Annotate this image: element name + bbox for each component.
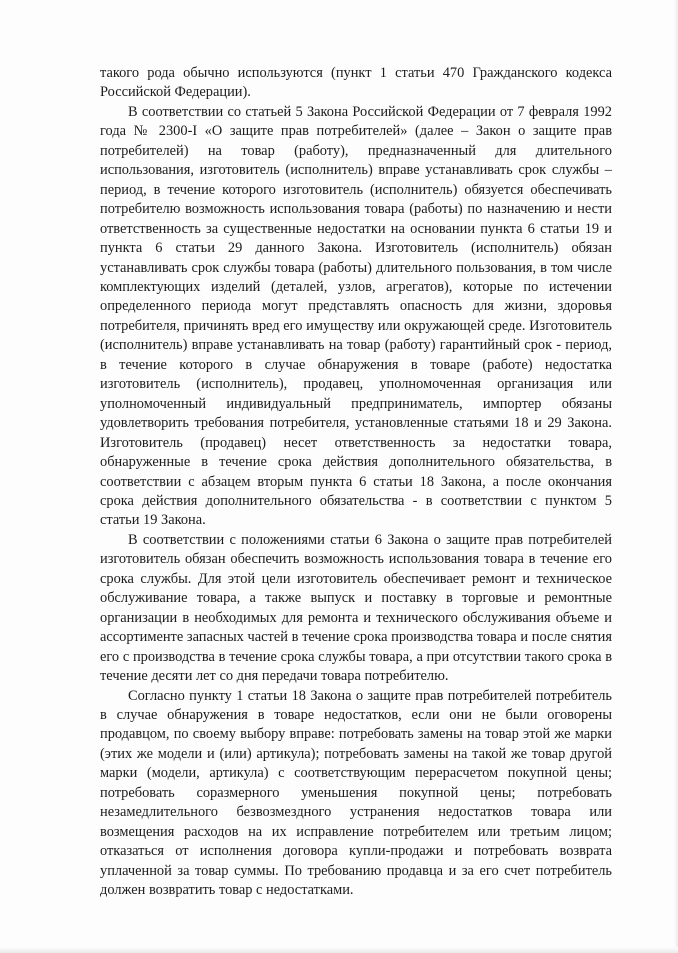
body-text	[100, 64, 612, 900]
paragraph-article-18: Согласно пункту 1 статьи 18 Закона о защите прав потребителей потребитель в случае обнаружения в товаре недостатков, если они не были оговорены продавцом, по своему выбору вправе: потребовать замены на товар этой же марки (этих же модели и (или) артикула); потребовать замены на такой же товар другой марки (модели, артикула) с соответствующим перерасчетом покупной цены; потребовать соразмерного уменьшения покупной цены; потребовать незамедлительного безвозмездного устранения недостатков товара или возмещения расходов на их исправление потребителем или третьим лицом; отказаться от исполнения договора купли-продажи и потребовать возврата уплаченной за товар суммы. По требованию продавца и за его счет потребитель должен возвратить товар с недостатками.	[100, 687, 612, 899]
paragraph-article-5: В соответствии со статьей 5 Закона Российской Федерации от 7 февраля 1992 года № 2300-I «О защите прав потребителей» (далее – Закон о защите прав потребителей) на товар (работу), предназначенный для длительного использования, изготовитель (исполнитель) вправе устанавливать срок службы – период, в течение которого изготовитель (исполнитель) обязуется обеспечивать потребителю возможность использования товара (работы) по назначению и нести ответственность за существенные недостатки на основании пункта 6 статьи 19 и пункта 6 статьи 29 данного Закона. Изготовитель (исполнитель) обязан устанавливать срок службы товара (работы) длительного пользования, в том числе комплектующих изделий (деталей, узлов, агрегатов), которые по истечении определенного периода могут представлять опасность для жизни, здоровья потребителя, причинять вред его имуществу или окружающей среде. Изготовитель (исполнитель) вправе устанавливать на товар (работу) гарантийный срок - период, в течение которого в случае обнаружения в товаре (работе) недостатка изготовитель (исполнитель), продавец, уполномоченная организация или уполномоченный индивидуальный предприниматель, импортер обязаны удовлетворить требования потребителя, установленные статьями 18 и 29 Закона. Изготовитель (продавец) несет ответственность за недостатки товара, обнаруженные в течение срока действия дополнительного обязательства, в соответствии с абзацем вторым пункта 6 статьи 18 Закона, а после окончания срока действия дополнительного обязательства - в соответствии с пунктом 5 статьи 19 Закона.	[100, 103, 612, 529]
paragraph-article-6: В соответствии с положениями статьи 6 Закона о защите прав потребителей изготовитель обязан обеспечить возможность использования товара в течение его срока службы. Для этой цели изготовитель обеспечивает ремонт и техническое обслуживание товара, а также выпуск и поставку в торговые и ремонтные организации в необходимых для ремонта и технического обслуживания объеме и ассортименте запасных частей в течение срока производства товара и после снятия его с производства в течение срока службы товара, а при отсутствии такого срока в течение десяти лет со дня передачи товара потребителю.	[100, 531, 612, 685]
paragraph-continuation: такого рода обычно используются (пункт 1 статьи 470 Гражданского кодекса Российской Федерации).	[100, 65, 612, 101]
page-right-edge	[674, 0, 678, 953]
page-bottom-edge	[0, 947, 678, 953]
